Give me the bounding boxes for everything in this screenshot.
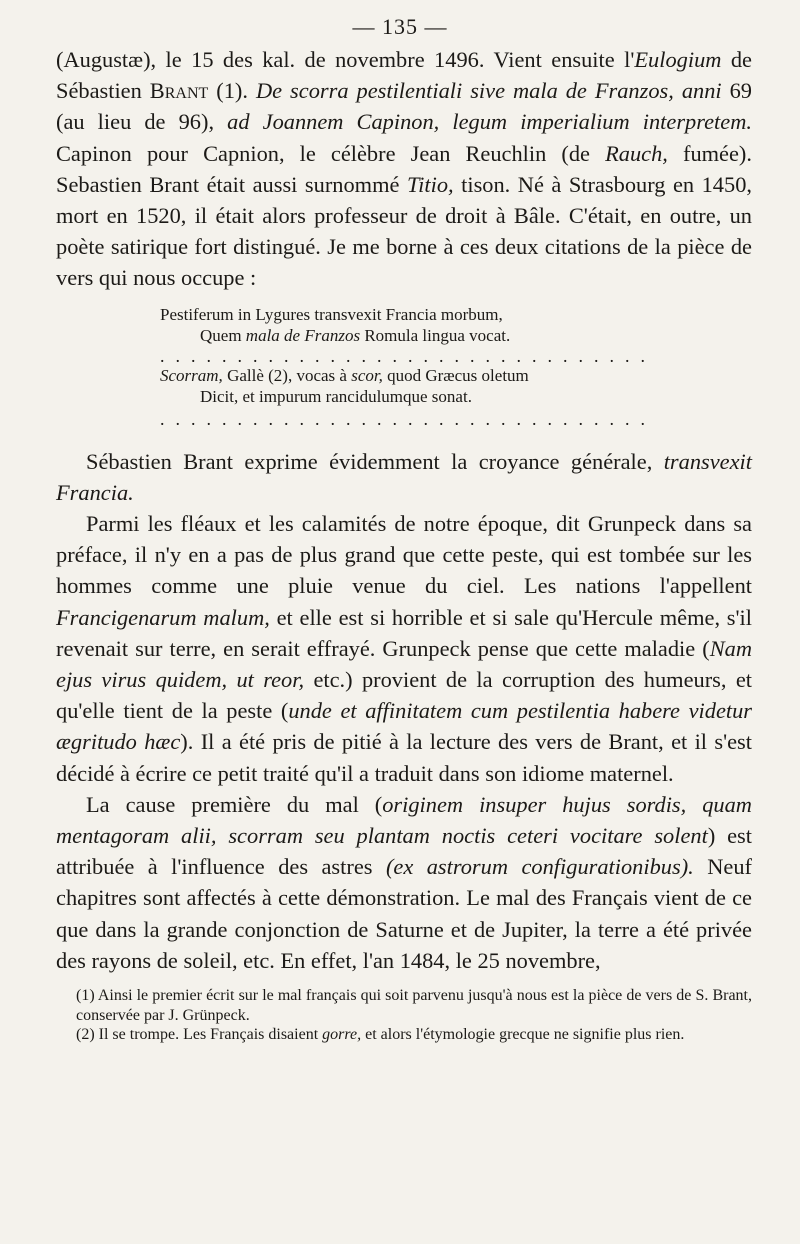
verse-line: Pestiferum in Lygures transvexit Francia morbum,: [160, 304, 503, 324]
italic-run: Eulogium: [634, 47, 722, 72]
footnote-1: (1) Ainsi le premier écrit sur le mal français qui soit parvenu jusqu'à nous est la pièce de vers de S. Brant, conservée par J. Grünpeck.: [76, 987, 752, 1024]
text-run: de Sébastien: [56, 47, 752, 104]
footnote-2: [76, 1025, 752, 1045]
italic-run: Francigenarum malum,: [56, 604, 270, 630]
verse-quotation: [160, 304, 752, 408]
text-run: Neuf chapitres sont affectés à cette démonstration. Le mal des Français vient de ce que dans la grande conjonction de Saturne et de Jupiter, la terre a été privée des rayons de soleil, etc. En effet, l'an 1484, le 25 novembre,: [56, 854, 752, 973]
verse-line: [160, 365, 752, 387]
text-run: et elle est si horrible et si sale qu'Hercule même, s'il revenait sur terre, en serait effrayé. Grunpeck pense que cette maladie (: [56, 604, 752, 661]
text-run: Romula lingua vocat.: [360, 326, 511, 346]
text-run: etc.) provient de la corruption des humeurs, et qu'elle tient de la peste (: [56, 667, 753, 724]
italic-run: De scorra pestilentiali sive mala de Franzos, anni: [255, 78, 722, 104]
text-run: Sébastien Brant exprime évidemment la croyance générale,: [86, 448, 664, 474]
italic-run: Rauch,: [605, 140, 668, 166]
italic-run: gorre,: [322, 1026, 362, 1043]
page-number: — 135 —: [352, 14, 448, 39]
italic-run: Nam ejus virus quidem, ut reor,: [56, 635, 752, 693]
text-run: fumée). Sebastien Brant était aussi surnommé: [56, 140, 752, 197]
text-run: Gallè (2), vocas à: [222, 365, 352, 385]
text-run: La cause première du mal (: [86, 791, 383, 817]
italic-run: transvexit Francia.: [56, 448, 752, 505]
italic-run: unde et affinitatem cum pestilentia habere videtur ægritudo hæc: [56, 698, 753, 755]
author-name: Brant: [149, 78, 209, 104]
text-run: Capinon pour Capnion, le célèbre Jean Reuchlin (de: [56, 140, 606, 166]
italic-run: Scorram,: [160, 365, 223, 385]
italic-run: (ex astrorum configurationibus).: [385, 854, 694, 880]
italic-run: ad Joannem Capinon, legum imperialium interpretem.: [227, 109, 752, 135]
paragraph-2: [56, 446, 752, 508]
paragraph-4: [56, 789, 752, 976]
verse-line: Dicit, et impurum rancidulumque sonat.: [200, 387, 472, 407]
verse-line: [160, 325, 752, 347]
text-run: Parmi les fléaux et les calamités de notre époque, dit Grunpeck dans sa préface, il n'y en a pas de plus grand que cette peste, qui est tombée sur les hommes comme une pluie venue du ciel. Les nations l'appellent: [56, 511, 752, 599]
paragraph-1: [56, 44, 752, 294]
main-text: [56, 44, 752, 976]
text-run: tison. Né à Strasbourg en 1450, mort en 1520, il était alors professeur de droit à Bâle. C'était, en outre, un poète satirique fort distingué. Je me borne à ces deux citations de la pièce de vers qui nous occupe :: [56, 171, 752, 291]
text-run: (Augustæ), le 15 des kal. de novembre 1496. Vient ensuite l': [56, 47, 635, 72]
text-run: et alors l'étymologie grecque ne signifie plus rien.: [361, 1026, 685, 1043]
text-run: Quem: [200, 326, 246, 346]
text-run: 69 (au lieu de 96),: [56, 78, 753, 135]
ellipsis-dots: ................................: [160, 409, 656, 428]
ellipsis-dots: ................................: [160, 346, 656, 365]
spacer: [56, 428, 752, 446]
italic-run: Titio,: [406, 171, 454, 197]
text-run: (2) Il se trompe. Les Français disaient: [76, 1026, 323, 1043]
italic-run: scor,: [351, 365, 383, 385]
footnotes: [76, 986, 752, 1045]
italic-run: originem insuper hujus sordis, quam mentagoram alii, scorram seu plantam noctis ceteri vocitare solent: [56, 791, 752, 849]
italic-run: mala de Franzos: [245, 326, 361, 346]
paragraph-3: [56, 508, 752, 789]
text-run: ). Il a été pris de pitié à la lecture des vers de Brant, et il s'est décidé à écrire ce petit traité qu'il a traduit dans son idiome maternel.: [56, 729, 752, 786]
text-run: quod Græcus oletum: [382, 365, 529, 385]
text-run: ) est attribuée à l'influence des astres: [56, 823, 752, 880]
footnote-ref: (1).: [208, 78, 256, 104]
